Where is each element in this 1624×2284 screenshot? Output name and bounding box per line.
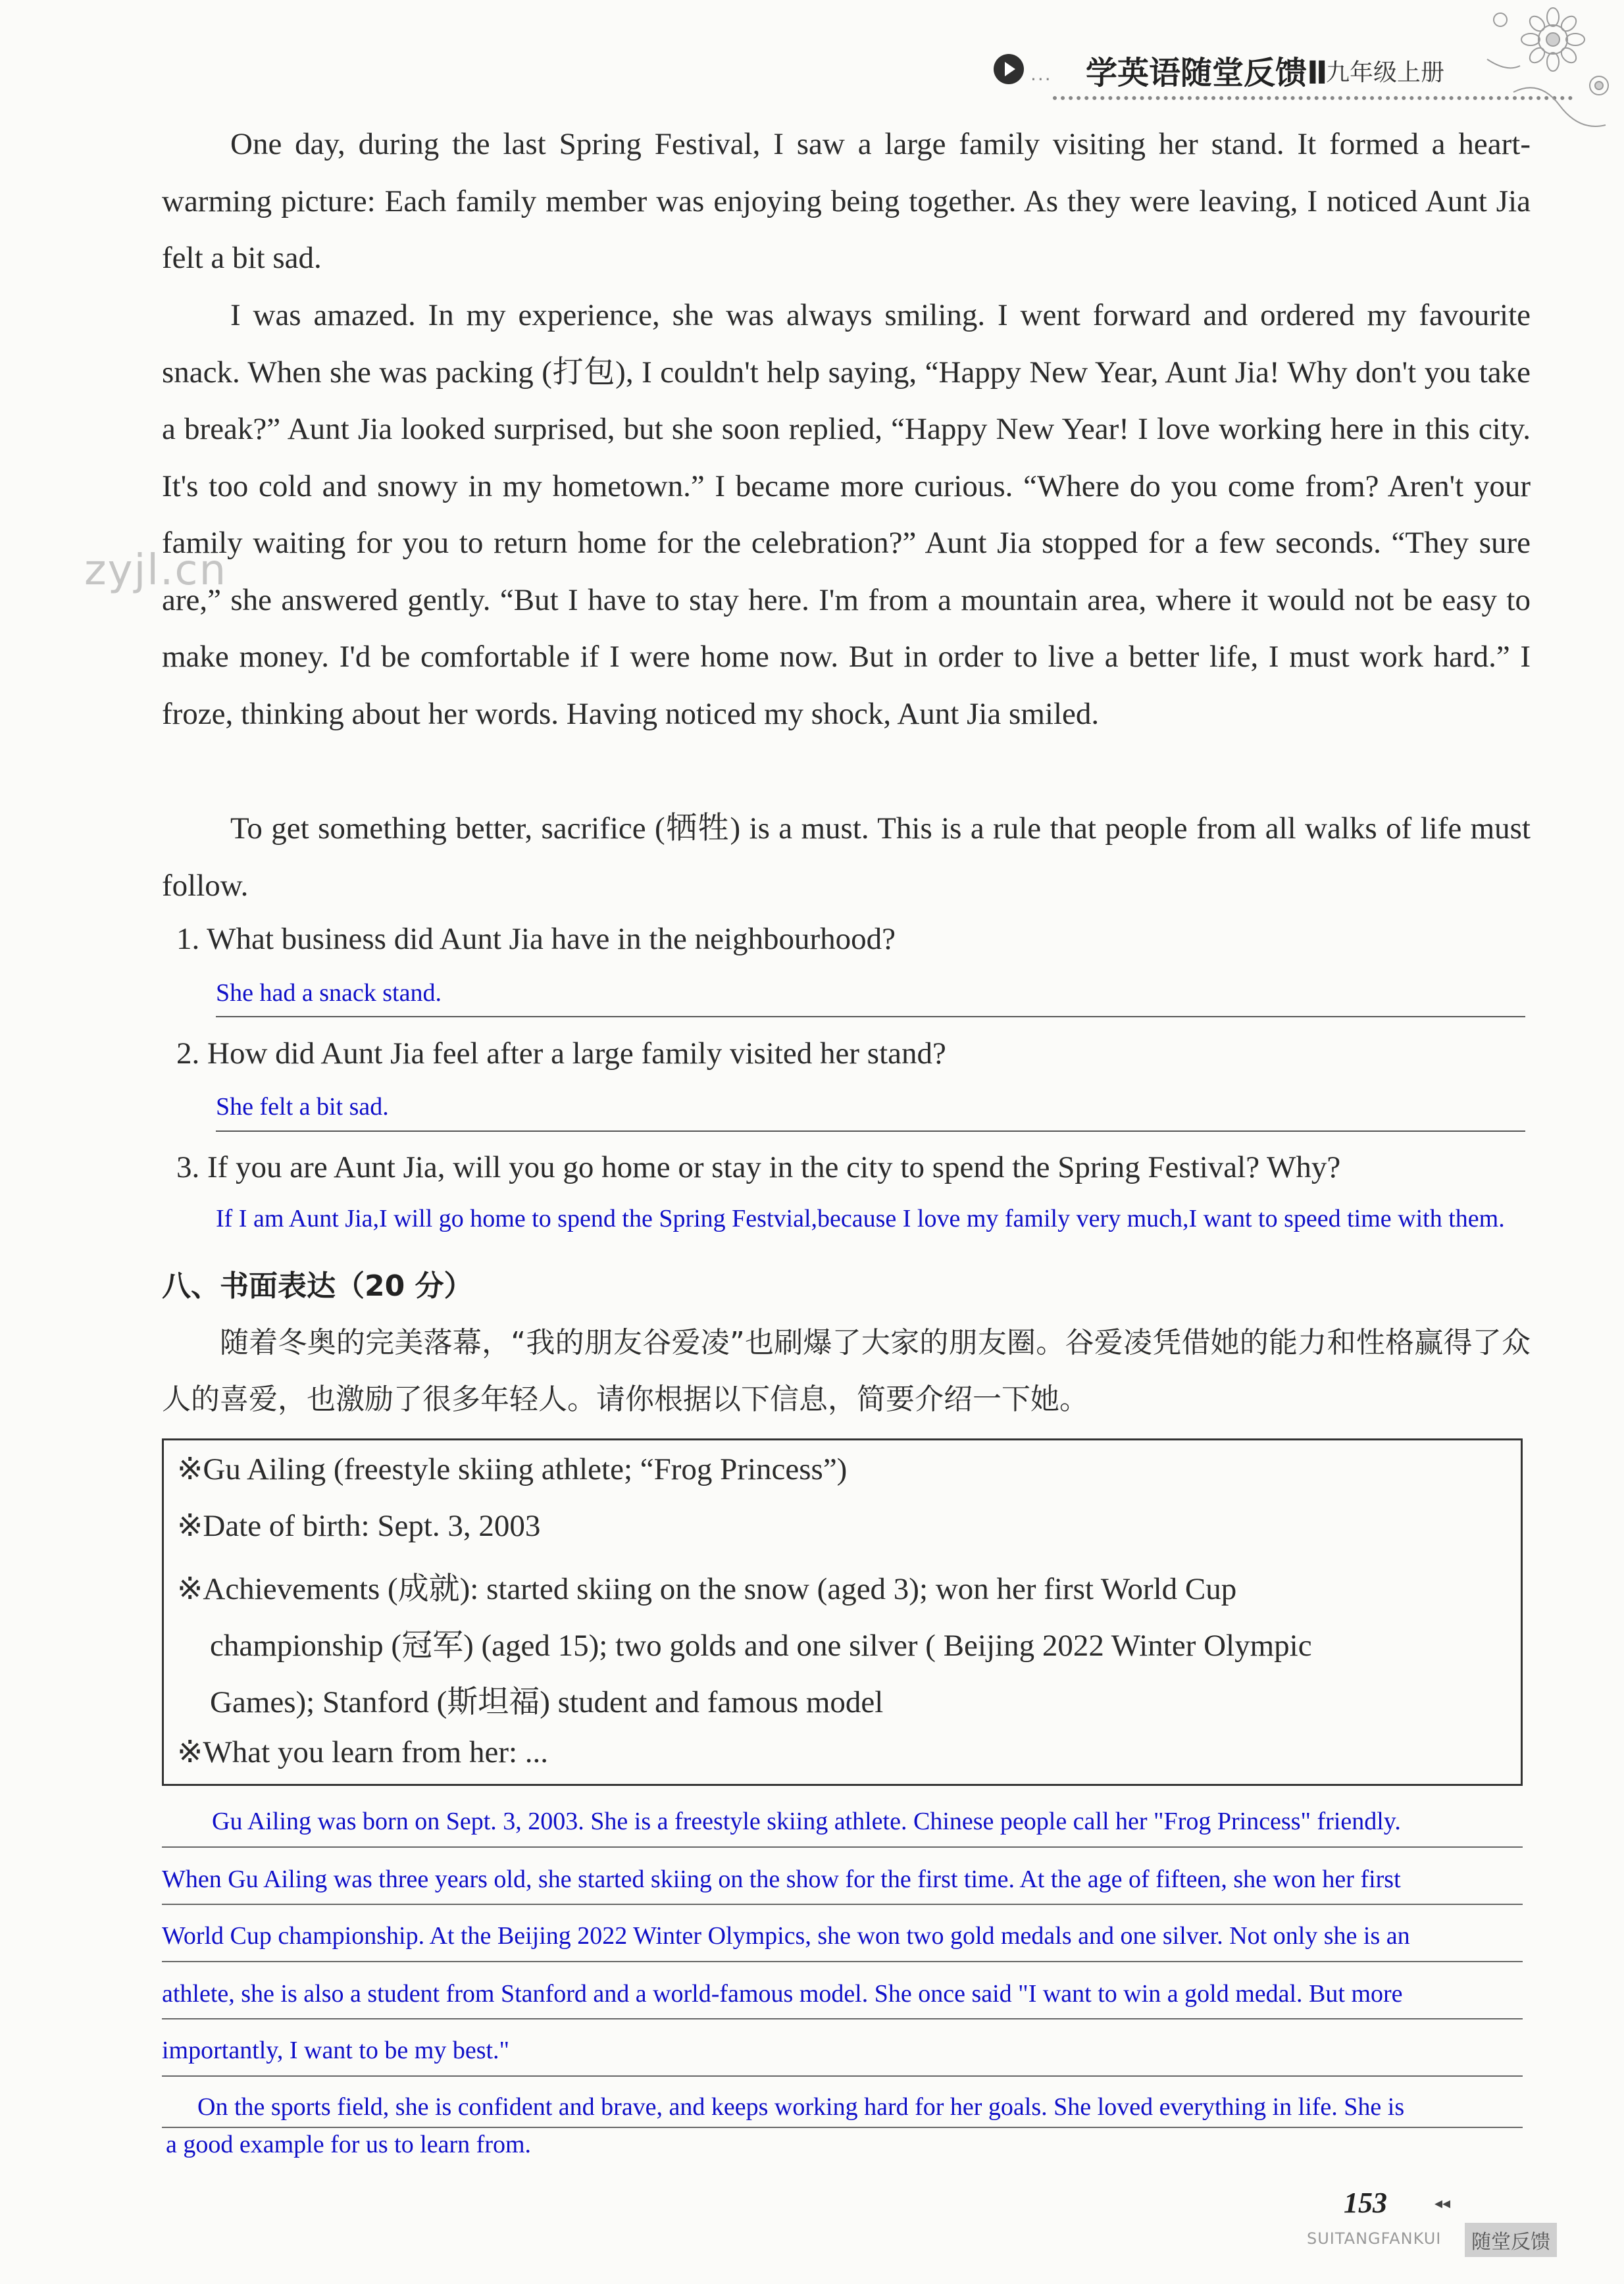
info-box xyxy=(162,1438,1523,1786)
section-intro: 随着冬奥的完美落幕，“我的朋友谷爱凌”也刷爆了大家的朋友圈。谷爱凌凭借她的能力和性格赢得了众人的喜爱，也激励了很多年轻人。请你根据以下信息，简要介绍一下她。 xyxy=(162,1326,1531,1416)
essay-line-3: World Cup championship. At the Beijing 2022 Winter Olympics, she won two gold medals and one silver. Not only she is an xyxy=(162,1922,1410,1950)
essay-rule-3 xyxy=(162,1961,1523,1962)
answer-3: If I am Aunt Jia,I will go home to spend the Spring Festvial,because I love my family very much,I want to speed time with them. xyxy=(216,1205,1505,1232)
answer-line-2 xyxy=(216,1130,1525,1132)
essay-rule-1 xyxy=(162,1846,1523,1848)
essay-line-5: importantly, I want to be my best." xyxy=(162,2037,510,2064)
essay-line-7: a good example for us to learn from. xyxy=(166,2131,532,2158)
essay-line-2: When Gu Ailing was three years old, she started skiing on the show for the first time. At the age of fifteen, she won her first xyxy=(162,1865,1401,1893)
footer-series-cn: 随堂反馈 xyxy=(1465,2223,1557,2257)
essay-line-4: athlete, she is also a student from Stanford and a world-famous model. She once said "I want to win a gold medal. But more xyxy=(162,1980,1403,2008)
watermark: zyjl.cn xyxy=(84,546,228,595)
passage-paragraph-3: To get something better, sacrifice (牺牲) is a must. This is a rule that people from all walks of life must follow. xyxy=(162,811,1531,903)
essay-rule-4 xyxy=(162,2018,1523,2019)
section-title: 八、书面表达（20 分） xyxy=(162,1269,473,1303)
page-number: 153 xyxy=(1344,2187,1387,2219)
info-line-5: Games); Stanford (斯坦福) student and famous model xyxy=(210,1685,884,1719)
question-2: 2. How did Aunt Jia feel after a large family visited her stand? xyxy=(176,1036,946,1071)
essay-rule-5 xyxy=(162,2075,1523,2077)
essay-rule-6 xyxy=(162,2127,1523,2128)
footer-series-en: SUITANGFANKUI xyxy=(1307,2229,1442,2248)
passage-paragraph-1: One day, during the last Spring Festival, I saw a large family visiting her stand. It formed a heart-warming picture: Each family member was enjoying being together. As they were leaving, I noticed Aunt Jia felt a bit sad. xyxy=(162,127,1531,275)
info-line-6: ※What you learn from her: ... xyxy=(177,1735,549,1769)
answer-1: She had a snack stand. xyxy=(216,979,442,1007)
book-subtitle: 九年级上册 xyxy=(1326,59,1445,86)
info-line-1: ※Gu Ailing (freestyle skiing athlete; “Frog Princess”) xyxy=(177,1452,848,1486)
info-line-4: championship (冠军) (aged 15); two golds and one silver ( Beijing 2022 Winter Olympic xyxy=(210,1629,1312,1663)
essay-rule-2 xyxy=(162,1904,1523,1905)
book-title: 学英语随堂反馈Ⅱ xyxy=(1086,55,1328,91)
play-icon xyxy=(994,54,1024,84)
question-3: 3. If you are Aunt Jia, will you go home or stay in the city to spend the Spring Festival? Why? xyxy=(176,1150,1341,1184)
question-1: 1. What business did Aunt Jia have in the neighbourhood? xyxy=(176,922,896,956)
info-line-2: ※Date of birth: Sept. 3, 2003 xyxy=(177,1509,541,1543)
header-dots: ... xyxy=(1030,63,1052,85)
essay-line-1: Gu Ailing was born on Sept. 3, 2003. She is a freestyle skiing athlete. Chinese people call her "Frog Princess" friendly. xyxy=(212,1808,1401,1835)
answer-2: She felt a bit sad. xyxy=(216,1093,389,1121)
passage-paragraph-2: I was amazed. In my experience, she was always smiling. I went forward and ordered my favourite snack. When she was packing (打包), I couldn't help saying, “Happy New Year, Aunt Jia! Why don't you take a break?” Aunt Jia looked surprised, but she soon replied, “Happy New Year! I love working here in this city. It's too cold and snowy in my hometown.” I became more curious. “Where do you come from? Aren't your family waiting for you to return home for the celebration?” Aunt Jia stopped for a few seconds. “They sure are,” she answered gently. “But I have to stay here. I'm from a mountain area, where it would not be easy to make money. I'd be comfortable if I were home now. But in order to live a better life, I must work hard.” I froze, thinking about her words. Having noticed my shock, Aunt Jia smiled. xyxy=(162,298,1531,731)
page-arrows-icon: ◂◂ xyxy=(1434,2194,1451,2212)
info-line-3: ※Achievements (成就): started skiing on the snow (aged 3); won her first World Cup xyxy=(177,1572,1237,1606)
essay-line-6: On the sports field, she is confident and brave, and keeps working hard for her goals. She loved everything in life. She is xyxy=(197,2093,1405,2121)
answer-line-1 xyxy=(216,1016,1525,1017)
